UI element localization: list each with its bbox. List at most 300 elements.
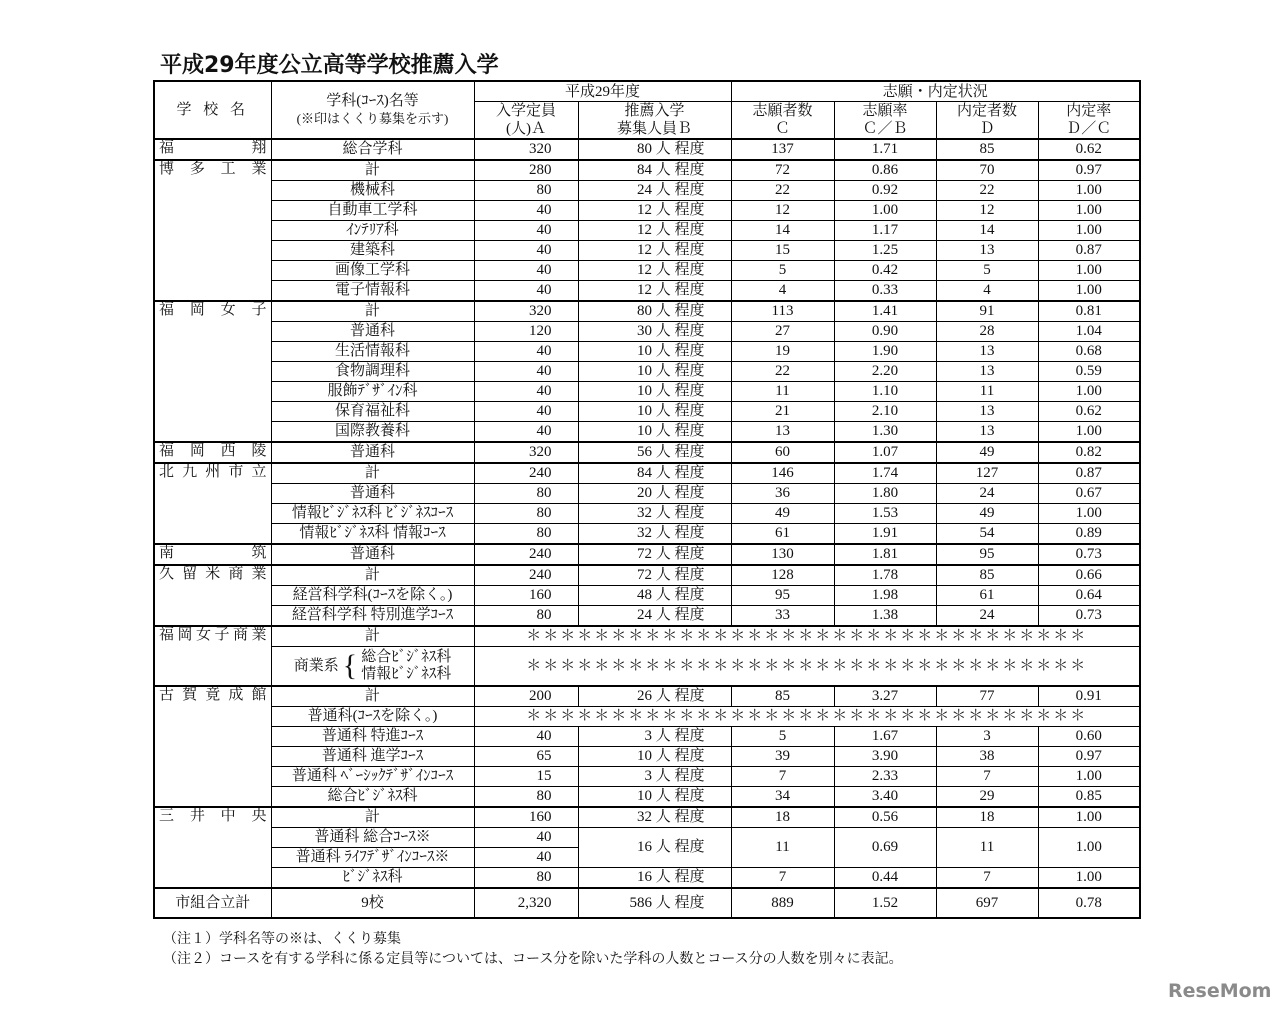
capacity-a: 240: [474, 565, 578, 586]
ratio-dc: 0.68: [1038, 342, 1140, 362]
table-row: [154, 322, 1140, 342]
ratio-cb: 0.86: [834, 160, 936, 181]
capacity-a: 15: [474, 767, 578, 787]
school-name: 福岡女子商業: [154, 626, 271, 686]
capacity-a: 40: [474, 241, 578, 261]
accepted-d: 49: [936, 442, 1038, 463]
dept-line: 情報ﾋﾞｼﾞﾈｽ科: [361, 666, 452, 682]
capacity-a: 120: [474, 322, 578, 342]
ratio-cb: 2.10: [834, 402, 936, 422]
recruit-b: 16 人 程度: [578, 868, 731, 889]
table-row: [154, 686, 1140, 707]
header-dc: [1038, 102, 1140, 140]
ratio-cb: 1.78: [834, 565, 936, 586]
recruit-b: 3 人 程度: [578, 727, 731, 747]
table-row: [154, 301, 1140, 322]
table-row: [154, 747, 1140, 767]
ratio-dc: 1.00: [1038, 281, 1140, 302]
capacity-a: 40: [474, 422, 578, 443]
ratio-dc: 0.87: [1038, 463, 1140, 484]
applicants-c: 137: [731, 139, 834, 160]
recruit-b: 3 人 程度: [578, 767, 731, 787]
ratio-dc: 1.00: [1038, 504, 1140, 524]
applicants-c: 72: [731, 160, 834, 181]
footnotes: [163, 930, 903, 970]
dept-line: 総合ﾋﾞｼﾞﾈｽ科: [361, 649, 452, 665]
ratio-cb: 1.17: [834, 221, 936, 241]
total-b: 586 人 程度: [578, 888, 731, 918]
accepted-d: 61: [936, 586, 1038, 606]
ratio-cb: 0.42: [834, 261, 936, 281]
dept-name: 生活情報科: [271, 342, 474, 362]
dept-name: 食物調理科: [271, 362, 474, 382]
recruit-b: 32 人 程度: [578, 504, 731, 524]
table-row: [154, 606, 1140, 627]
ratio-dc: 0.73: [1038, 544, 1140, 565]
ratio-dc: 0.62: [1038, 139, 1140, 160]
accepted-d: 85: [936, 139, 1038, 160]
applicants-c: 85: [731, 686, 834, 707]
ratio-dc: 0.85: [1038, 787, 1140, 808]
footnote-1: （注１）学科名等の※は、くくり募集: [163, 932, 401, 947]
applicants-c: 113: [731, 301, 834, 322]
admissions-table: [153, 80, 1141, 919]
capacity-a: 80: [474, 181, 578, 201]
brace-icon: {: [342, 649, 358, 682]
ratio-dc: 1.00: [1038, 828, 1140, 868]
ratio-cb: 0.44: [834, 868, 936, 889]
accepted-d: 22: [936, 181, 1038, 201]
applicants-c: 5: [731, 727, 834, 747]
applicants-c: 146: [731, 463, 834, 484]
header-c: [731, 102, 834, 140]
ratio-dc: 1.00: [1038, 807, 1140, 828]
dept-name: 普通科 ﾗｲﾌﾃﾞｻﾞｲﾝｺｰｽ※: [271, 848, 474, 868]
dept-prefix: 商業系: [293, 657, 339, 674]
dept-name: 総合ﾋﾞｼﾞﾈｽ科: [271, 787, 474, 808]
ratio-cb: 1.30: [834, 422, 936, 443]
header-b: [578, 102, 731, 140]
capacity-a: 80: [474, 484, 578, 504]
applicants-c: 130: [731, 544, 834, 565]
table-row: [154, 524, 1140, 545]
recruit-b: 10 人 程度: [578, 747, 731, 767]
total-c: 889: [731, 888, 834, 918]
capacity-a: 160: [474, 586, 578, 606]
accepted-d: 13: [936, 362, 1038, 382]
dept-name: 機械科: [271, 181, 474, 201]
recruit-b: 12 人 程度: [578, 201, 731, 221]
header-a-line1: 入学定員: [495, 103, 556, 119]
ratio-dc: 1.04: [1038, 322, 1140, 342]
recruit-b: 12 人 程度: [578, 261, 731, 281]
ratio-cb: 1.53: [834, 504, 936, 524]
ratio-dc: 0.73: [1038, 606, 1140, 627]
recruit-b: 72 人 程度: [578, 565, 731, 586]
dept-name: [271, 647, 474, 687]
table-row: [154, 787, 1140, 808]
school-name: 福岡女子: [154, 301, 271, 442]
ratio-cb: 0.90: [834, 322, 936, 342]
header-dept: [271, 81, 474, 139]
recruit-b: 80 人 程度: [578, 301, 731, 322]
accepted-d: 54: [936, 524, 1038, 545]
ratio-dc: 1.00: [1038, 767, 1140, 787]
accepted-d: 70: [936, 160, 1038, 181]
ratio-cb: 1.25: [834, 241, 936, 261]
school-name: 三井中央: [154, 807, 271, 888]
dept-name: 情報ﾋﾞｼﾞﾈｽ科 ﾋﾞｼﾞﾈｽｺｰｽ: [271, 504, 474, 524]
ratio-dc: 0.82: [1038, 442, 1140, 463]
applicants-c: 19: [731, 342, 834, 362]
dept-name: 普通科: [271, 544, 474, 565]
recruit-b: 26 人 程度: [578, 686, 731, 707]
header-a-line2: (人)Ａ: [506, 121, 546, 137]
dept-name: 建築科: [271, 241, 474, 261]
applicants-c: 18: [731, 807, 834, 828]
capacity-a: 40: [474, 342, 578, 362]
capacity-a: 80: [474, 524, 578, 545]
school-name: 古賀竟成館: [154, 686, 271, 807]
ratio-dc: 1.00: [1038, 181, 1140, 201]
ratio-dc: 0.59: [1038, 362, 1140, 382]
capacity-a: 40: [474, 362, 578, 382]
applicants-c: 12: [731, 201, 834, 221]
applicants-c: 15: [731, 241, 834, 261]
ratio-dc: 1.00: [1038, 868, 1140, 889]
dept-name: 計: [271, 807, 474, 828]
table-row: [154, 342, 1140, 362]
total-dept: 9校: [271, 888, 474, 918]
applicants-c: 34: [731, 787, 834, 808]
accepted-d: 77: [936, 686, 1038, 707]
accepted-d: 12: [936, 201, 1038, 221]
ratio-cb: 1.71: [834, 139, 936, 160]
table-row: [154, 261, 1140, 281]
recruit-b: 48 人 程度: [578, 586, 731, 606]
header-c-line2: Ｃ: [774, 121, 790, 137]
dept-name: ｲﾝﾃﾘｱ科: [271, 221, 474, 241]
recruit-b: 16 人 程度: [578, 828, 731, 868]
accepted-d: 49: [936, 504, 1038, 524]
total-label: 市組合立計: [154, 888, 271, 918]
accepted-d: 11: [936, 382, 1038, 402]
masked-values: ＊＊＊＊＊＊＊＊＊＊＊＊＊＊＊＊＊＊＊＊＊＊＊＊＊＊＊＊＊＊＊＊＊: [474, 647, 1140, 687]
school-name: 博多工業: [154, 160, 271, 301]
accepted-d: 13: [936, 402, 1038, 422]
dept-name: 普通科 総合ｺｰｽ※: [271, 828, 474, 848]
dept-name: 計: [271, 301, 474, 322]
dept-name: 普通科: [271, 322, 474, 342]
header-d-line1: 内定者数: [956, 103, 1017, 119]
ratio-dc: 1.00: [1038, 201, 1140, 221]
recruit-b: 30 人 程度: [578, 322, 731, 342]
table-row: [154, 201, 1140, 221]
capacity-a: 320: [474, 139, 578, 160]
capacity-a: 320: [474, 301, 578, 322]
table-row: [154, 160, 1140, 181]
header-c-line1: 志願者数: [752, 103, 813, 119]
accepted-d: 7: [936, 767, 1038, 787]
accepted-d: 91: [936, 301, 1038, 322]
recruit-b: 72 人 程度: [578, 544, 731, 565]
dept-name: 経営科学科(ｺｰｽを除く。): [271, 586, 474, 606]
capacity-a: 80: [474, 787, 578, 808]
dept-name: 服飾ﾃﾞｻﾞｲﾝ科: [271, 382, 474, 402]
applicants-c: 36: [731, 484, 834, 504]
masked-values: ＊＊＊＊＊＊＊＊＊＊＊＊＊＊＊＊＊＊＊＊＊＊＊＊＊＊＊＊＊＊＊＊＊: [474, 626, 1140, 647]
table-row: [154, 504, 1140, 524]
dept-name: 計: [271, 626, 474, 647]
accepted-d: 29: [936, 787, 1038, 808]
recruit-b: 12 人 程度: [578, 241, 731, 261]
recruit-b: 10 人 程度: [578, 342, 731, 362]
accepted-d: 95: [936, 544, 1038, 565]
ratio-dc: 1.00: [1038, 261, 1140, 281]
ratio-dc: 0.64: [1038, 586, 1140, 606]
applicants-c: 7: [731, 767, 834, 787]
table-row: [154, 402, 1140, 422]
ratio-cb: 1.80: [834, 484, 936, 504]
total-d: 697: [936, 888, 1038, 918]
ratio-cb: 1.38: [834, 606, 936, 627]
dept-name: 普通科(ｺｰｽを除く。): [271, 707, 474, 727]
header-d-line2: Ｄ: [979, 121, 995, 137]
ratio-dc: 0.62: [1038, 402, 1140, 422]
capacity-a: 40: [474, 848, 578, 868]
dept-name: 計: [271, 463, 474, 484]
applicants-c: 14: [731, 221, 834, 241]
applicants-c: 128: [731, 565, 834, 586]
capacity-a: 40: [474, 402, 578, 422]
table-body: [154, 139, 1140, 888]
header-d: [936, 102, 1038, 140]
table-row: [154, 362, 1140, 382]
table-row: [154, 626, 1140, 647]
table-row: [154, 707, 1140, 727]
total-cb: 1.52: [834, 888, 936, 918]
ratio-dc: 0.91: [1038, 686, 1140, 707]
ratio-dc: 1.00: [1038, 422, 1140, 443]
header-cb-line1: 志願率: [862, 103, 908, 119]
dept-name: 画像工学科: [271, 261, 474, 281]
capacity-a: 40: [474, 727, 578, 747]
applicants-c: 39: [731, 747, 834, 767]
header-dept-line1: 学科(ｺｰｽ)名等: [326, 93, 419, 109]
capacity-a: 320: [474, 442, 578, 463]
table-row: [154, 828, 1140, 848]
school-name: 久留米商業: [154, 565, 271, 626]
ratio-cb: 1.81: [834, 544, 936, 565]
applicants-c: 4: [731, 281, 834, 302]
recruit-b: 12 人 程度: [578, 281, 731, 302]
table-row: [154, 241, 1140, 261]
ratio-dc: 0.67: [1038, 484, 1140, 504]
table-row: [154, 442, 1140, 463]
applicants-c: 49: [731, 504, 834, 524]
ratio-cb: 1.91: [834, 524, 936, 545]
dept-name: 情報ﾋﾞｼﾞﾈｽ科 情報ｺｰｽ: [271, 524, 474, 545]
ratio-cb: 2.33: [834, 767, 936, 787]
recruit-b: 10 人 程度: [578, 402, 731, 422]
ratio-cb: 1.41: [834, 301, 936, 322]
ratio-cb: 1.10: [834, 382, 936, 402]
ratio-dc: 0.89: [1038, 524, 1140, 545]
page-title: 平成29年度公立高等学校推薦入学: [160, 53, 499, 78]
table-row: [154, 868, 1140, 889]
header-b-line1: 推薦入学: [624, 103, 685, 119]
capacity-a: 80: [474, 606, 578, 627]
accepted-d: 13: [936, 422, 1038, 443]
recruit-b: 10 人 程度: [578, 787, 731, 808]
accepted-d: 5: [936, 261, 1038, 281]
header-b-line2: 募集人員Ｂ: [616, 121, 692, 137]
table-row: [154, 422, 1140, 443]
dept-name: 普通科 進学ｺｰｽ: [271, 747, 474, 767]
ratio-cb: 1.98: [834, 586, 936, 606]
recruit-b: 20 人 程度: [578, 484, 731, 504]
dept-name: 経営科学科 特別進学ｺｰｽ: [271, 606, 474, 627]
recruit-b: 24 人 程度: [578, 606, 731, 627]
accepted-d: 18: [936, 807, 1038, 828]
applicants-c: 5: [731, 261, 834, 281]
applicants-c: 22: [731, 181, 834, 201]
ratio-dc: 0.97: [1038, 160, 1140, 181]
capacity-a: 80: [474, 868, 578, 889]
header-dc-line2: Ｄ／Ｃ: [1066, 121, 1112, 137]
school-name: 福岡西陵: [154, 442, 271, 463]
total-dc: 0.78: [1038, 888, 1140, 918]
school-name: 北九州市立: [154, 463, 271, 544]
capacity-a: 240: [474, 544, 578, 565]
dept-name: 保育福祉科: [271, 402, 474, 422]
ratio-dc: 0.60: [1038, 727, 1140, 747]
ratio-cb: 0.33: [834, 281, 936, 302]
table-row: [154, 484, 1140, 504]
footnote-2: （注２）コースを有する学科に係る定員等については、コース分を除いた学科の人数とコース分の人数を別々に表記。: [163, 952, 903, 967]
applicants-c: 61: [731, 524, 834, 545]
capacity-a: 40: [474, 281, 578, 302]
applicants-c: 13: [731, 422, 834, 443]
total-a: 2,320: [474, 888, 578, 918]
ratio-cb: 3.90: [834, 747, 936, 767]
recruit-b: 56 人 程度: [578, 442, 731, 463]
accepted-d: 38: [936, 747, 1038, 767]
table-row: [154, 463, 1140, 484]
dept-name: 電子情報科: [271, 281, 474, 302]
accepted-d: 14: [936, 221, 1038, 241]
accepted-d: 3: [936, 727, 1038, 747]
applicants-c: 22: [731, 362, 834, 382]
ratio-cb: 1.07: [834, 442, 936, 463]
total-row: [154, 888, 1140, 918]
capacity-a: 160: [474, 807, 578, 828]
dept-name: 総合学科: [271, 139, 474, 160]
ratio-dc: 0.97: [1038, 747, 1140, 767]
accepted-d: 13: [936, 241, 1038, 261]
accepted-d: 24: [936, 606, 1038, 627]
dept-name: 計: [271, 565, 474, 586]
header-dept-line2: (※印はくくり募集を示す): [296, 111, 449, 126]
ratio-cb: 2.20: [834, 362, 936, 382]
capacity-a: 280: [474, 160, 578, 181]
accepted-d: 11: [936, 828, 1038, 868]
header-dc-line1: 内定率: [1066, 103, 1112, 119]
dept-name: 計: [271, 686, 474, 707]
accepted-d: 24: [936, 484, 1038, 504]
recruit-b: 10 人 程度: [578, 382, 731, 402]
dept-name: 普通科 特進ｺｰｽ: [271, 727, 474, 747]
ratio-cb: 0.56: [834, 807, 936, 828]
ratio-cb: 1.90: [834, 342, 936, 362]
dept-lines: [361, 649, 451, 683]
applicants-c: 21: [731, 402, 834, 422]
recruit-b: 12 人 程度: [578, 221, 731, 241]
table-row: [154, 767, 1140, 787]
capacity-a: 65: [474, 747, 578, 767]
table-row: [154, 544, 1140, 565]
table-row: [154, 382, 1140, 402]
ratio-cb: 0.92: [834, 181, 936, 201]
table-row: [154, 647, 1140, 687]
header-school: 学 校 名: [154, 81, 271, 139]
dept-name: 普通科 ﾍﾞｰｼｯｸﾃﾞｻﾞｲﾝｺｰｽ: [271, 767, 474, 787]
accepted-d: 28: [936, 322, 1038, 342]
applicants-c: 60: [731, 442, 834, 463]
recruit-b: 10 人 程度: [578, 422, 731, 443]
ratio-cb: 1.67: [834, 727, 936, 747]
watermark-logo: ReseMom: [1168, 980, 1272, 1002]
dept-name: 計: [271, 160, 474, 181]
capacity-a: 40: [474, 828, 578, 848]
capacity-a: 40: [474, 382, 578, 402]
table-row: [154, 565, 1140, 586]
ratio-dc: 0.81: [1038, 301, 1140, 322]
dept-name: 国際教養科: [271, 422, 474, 443]
applicants-c: 11: [731, 382, 834, 402]
ratio-cb: 3.27: [834, 686, 936, 707]
header-year-group: 平成29年度: [474, 81, 731, 102]
recruit-b: 80 人 程度: [578, 139, 731, 160]
ratio-dc: 1.00: [1038, 221, 1140, 241]
applicants-c: 95: [731, 586, 834, 606]
capacity-a: 80: [474, 504, 578, 524]
accepted-d: 13: [936, 342, 1038, 362]
dept-name: ﾋﾞｼﾞﾈｽ科: [271, 868, 474, 889]
applicants-c: 7: [731, 868, 834, 889]
header-cb-line2: Ｃ／Ｂ: [862, 121, 908, 137]
capacity-a: 240: [474, 463, 578, 484]
header-a: [474, 102, 578, 140]
table-row: [154, 139, 1140, 160]
ratio-dc: 0.66: [1038, 565, 1140, 586]
table-row: [154, 181, 1140, 201]
table-row: [154, 807, 1140, 828]
ratio-cb: 3.40: [834, 787, 936, 808]
table-row: [154, 221, 1140, 241]
capacity-a: 40: [474, 201, 578, 221]
table-row: [154, 727, 1140, 747]
applicants-c: 11: [731, 828, 834, 868]
capacity-a: 200: [474, 686, 578, 707]
masked-values: ＊＊＊＊＊＊＊＊＊＊＊＊＊＊＊＊＊＊＊＊＊＊＊＊＊＊＊＊＊＊＊＊＊: [474, 707, 1140, 727]
accepted-d: 127: [936, 463, 1038, 484]
dept-name: 普通科: [271, 484, 474, 504]
header-status-group: 志願・内定状況: [731, 81, 1140, 102]
ratio-cb: 1.00: [834, 201, 936, 221]
table-row: [154, 281, 1140, 302]
capacity-a: 40: [474, 221, 578, 241]
